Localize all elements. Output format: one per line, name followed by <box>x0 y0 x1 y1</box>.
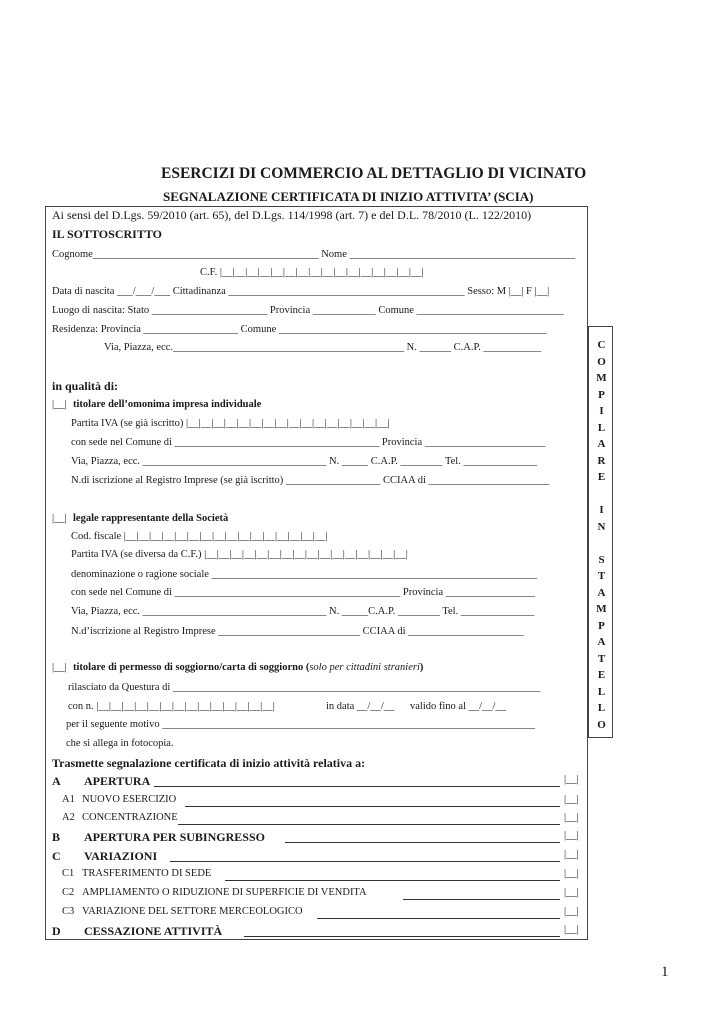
option-code: C2 <box>62 887 75 898</box>
signatory-heading: IL SOTTOSCRITTO <box>52 227 162 241</box>
option-code: D <box>52 924 61 938</box>
option-label: TRASFERIMENTO DI SEDE <box>82 868 212 879</box>
option-label: CESSAZIONE ATTIVITÀ <box>84 924 223 938</box>
legale-via-field[interactable]: Via, Piazza, ecc. ___________________________________ N. _____C.A.P. ________ Tel. ______________ <box>71 606 535 617</box>
legale-checkbox[interactable]: |__| <box>52 513 67 524</box>
nascita-field[interactable]: Data di nascita ___/___/___ Cittadinanza _____________________________________________ Sesso: M |__| F |__| <box>52 286 550 297</box>
option-underline <box>225 880 560 881</box>
option-checkbox[interactable]: |__| <box>564 812 579 823</box>
option-label: AMPLIAMENTO O RIDUZIONE DI SUPERFICIE DI VENDITA <box>82 887 367 898</box>
option-underline <box>154 786 560 787</box>
option-label: VARIAZIONE DEL SETTORE MERCEOLOGICO <box>82 906 303 917</box>
titolare-checkbox[interactable]: |__| <box>52 399 67 410</box>
qualita-heading: in qualità di: <box>52 379 119 393</box>
form-subtitle: SEGNALAZIONE CERTIFICATA DI INIZIO ATTIVITA’ (SCIA) <box>163 189 534 204</box>
side-letter: O <box>597 355 606 368</box>
side-letter: I <box>599 504 604 516</box>
side-letter: L <box>597 702 606 714</box>
residenza-via-field[interactable]: Via, Piazza, ecc.____________________________________________ N. ______ C.A.P. ___________ <box>104 342 542 353</box>
option-underline <box>170 861 560 862</box>
side-letter: E <box>597 669 606 681</box>
side-letter: O <box>597 718 606 731</box>
residenza-field[interactable]: Residenza: Provincia __________________ Comune ___________________________________________________ <box>52 324 547 335</box>
legale-denominazione-field[interactable]: denominazione o ragione sociale ______________________________________________________________ <box>71 569 538 580</box>
side-letter: M <box>596 603 607 615</box>
side-letter: S <box>598 553 605 566</box>
option-code: A <box>52 774 61 788</box>
side-letter: I <box>599 405 604 417</box>
side-letter: E <box>597 471 606 483</box>
option-code: C3 <box>62 906 75 917</box>
side-letter: A <box>597 636 606 648</box>
option-underline <box>403 899 560 900</box>
permesso-checkbox[interactable]: |__| <box>52 662 67 673</box>
option-checkbox[interactable]: |__| <box>564 887 579 898</box>
side-letter: C <box>597 339 606 351</box>
side-letter: L <box>597 421 606 434</box>
law-reference: Ai sensi del D.Lgs. 59/2010 (art. 65), del D.Lgs. 114/1998 (art. 7) e del D.L. 78/2010 (L. 122/2010) <box>52 208 532 222</box>
option-underline <box>178 824 560 825</box>
side-letter: T <box>597 570 606 582</box>
form-title: ESERCIZI DI COMMERCIO AL DETTAGLIO DI VICINATO <box>161 165 587 182</box>
legale-registro-field[interactable]: N.d’iscrizione al Registro Imprese ___________________________ CCIAA di ______________________ <box>71 626 524 637</box>
option-code: A1 <box>62 794 75 805</box>
option-checkbox[interactable]: |__| <box>564 906 579 917</box>
side-letter: R <box>597 454 606 467</box>
side-letter: N <box>597 520 606 533</box>
legale-label: legale rappresentante della Società <box>73 513 229 524</box>
legale-piva-field[interactable]: Partita IVA (se diversa da C.F.) |__|__|__|__|__|__|__|__|__|__|__|__|__|__|__|__| <box>71 549 408 560</box>
page-number: 1 <box>661 964 669 980</box>
trasmette-heading: Trasmette segnalazione certificata di inizio attività relativa a: <box>52 756 366 770</box>
legale-sede-field[interactable]: con sede nel Comune di ___________________________________________ Provincia _________________ <box>71 587 536 598</box>
legale-codfisc-field[interactable]: Cod. fiscale |__|__|__|__|__|__|__|__|__|__|__|__|__|__|__|__| <box>71 531 328 542</box>
permesso-copia-note: che si allega in fotocopia. <box>66 738 174 749</box>
option-code: C <box>52 849 61 863</box>
option-code: C1 <box>62 868 75 879</box>
side-letter: T <box>597 652 606 665</box>
titolare-via-field[interactable]: Via, Piazza, ecc. ___________________________________ N. _____ C.A.P. ________ Tel. ______________ <box>71 456 537 467</box>
option-underline <box>285 842 560 843</box>
titolare-piva-field[interactable]: Partita IVA (se già iscritto) |__|__|__|__|__|__|__|__|__|__|__|__|__|__|__|__| <box>71 418 390 429</box>
option-code: A2 <box>62 812 75 823</box>
permesso-questura-field[interactable]: rilasciato da Questura di ______________________________________________________________________ <box>68 682 541 693</box>
option-checkbox[interactable]: |__| <box>564 774 579 785</box>
permesso-numero-field[interactable]: con n. |__|__|__|__|__|__|__|__|__|__|__|__|__|__| <box>68 701 275 712</box>
side-letter: A <box>597 586 606 599</box>
option-label: APERTURA <box>84 774 151 788</box>
option-label: APERTURA PER SUBINGRESSO <box>84 830 265 844</box>
titolare-registro-field[interactable]: N.di iscrizione al Registro Imprese (se già iscritto) __________________ CCIAA di _______________________ <box>71 475 550 486</box>
titolare-label: titolare dell’omonima impresa individuale <box>73 399 262 410</box>
option-label: CONCENTRAZIONE <box>82 812 178 823</box>
option-underline <box>244 936 560 937</box>
option-checkbox[interactable]: |__| <box>564 849 579 860</box>
option-underline <box>317 918 560 919</box>
cognome-nome-field[interactable]: Cognome___________________________________________ Nome ___________________________________________ <box>52 249 576 260</box>
codice-fiscale-field[interactable]: C.F. |__|__|__|__|__|__|__|__|__|__|__|__|__|__|__|__| <box>200 267 424 278</box>
option-code: B <box>52 830 61 844</box>
option-underline <box>185 806 560 807</box>
option-checkbox[interactable]: |__| <box>564 830 579 841</box>
permesso-data-field[interactable]: in data __/__/__ <box>326 701 395 712</box>
option-label: VARIAZIONI <box>84 849 158 863</box>
titolare-sede-field[interactable]: con sede nel Comune di _______________________________________ Provincia _______________________ <box>71 437 546 448</box>
side-letter: A <box>597 438 606 450</box>
permesso-motivo-field[interactable]: per il seguente motivo _______________________________________________________________________ <box>66 719 535 730</box>
side-letter: M <box>596 372 607 384</box>
side-column <box>588 326 613 738</box>
permesso-valido-field[interactable]: valido fino al __/__/__ <box>410 701 506 712</box>
option-checkbox[interactable]: |__| <box>564 794 579 805</box>
side-letter: P <box>598 619 605 632</box>
option-label: NUOVO ESERCIZIO <box>82 794 177 805</box>
luogo-nascita-field[interactable]: Luogo di nascita: Stato ______________________ Provincia ____________ Comune ____________________________ <box>52 305 564 316</box>
permesso-label: titolare di permesso di soggiorno/carta di soggiorno (solo per cittadini stranieri) <box>73 662 424 673</box>
side-letter: L <box>597 685 606 698</box>
option-checkbox[interactable]: |__| <box>564 924 579 935</box>
option-checkbox[interactable]: |__| <box>564 868 579 879</box>
side-letter: P <box>598 388 605 401</box>
